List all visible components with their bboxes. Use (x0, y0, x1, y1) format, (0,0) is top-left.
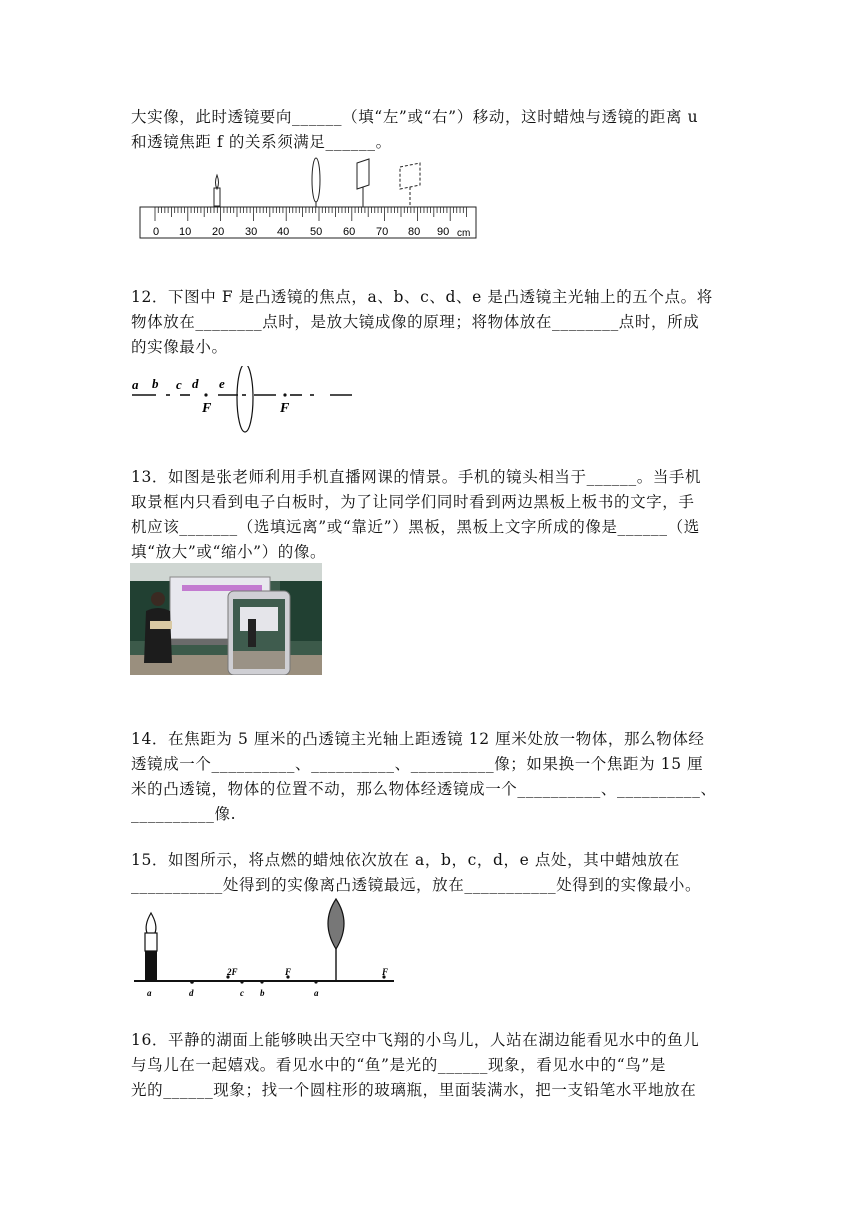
ruler-tick-label: 10 (179, 226, 192, 238)
ruler-tick-label: 30 (245, 226, 258, 238)
point-label: d (189, 988, 194, 998)
text-line: 取景框内只看到电子白板时，为了让同学们同时看到两边黑板上板书的文字，手 (131, 493, 695, 511)
text-line: __________像. (131, 805, 237, 823)
text-line: 机应该_______（选填远离”或“靠近”）黑板，黑板上文字所成的像是______（选 (131, 518, 700, 536)
text-line: ___________处得到的实像离凸透镜最远，放在___________处得到的实像最小。 (131, 876, 702, 894)
lens-icon (312, 158, 320, 212)
point-label-d: d (192, 376, 199, 391)
focus-label-right: F (280, 401, 290, 416)
text-line: 光的______现象；找一个圆柱形的玻璃瓶，里面装满水，把一支铅笔水平地放在 (131, 1081, 697, 1099)
ruler-tick-label: 80 (408, 226, 421, 238)
candle-icon (145, 913, 157, 981)
point-label-b: b (152, 376, 159, 391)
point-label: c (240, 988, 244, 998)
text-line: 物体放在________点时，是放大镜成像的原理；将物体放在________点时，所成 (131, 313, 700, 331)
text-line: 和透镜焦距 f 的关系须满足______。 (131, 133, 392, 151)
point-label: b (260, 988, 265, 998)
optical-bench-figure (135, 155, 480, 245)
ruler-unit-label: cm (457, 228, 471, 239)
focus-label-left: F (202, 401, 212, 416)
point-label-e: e (219, 376, 225, 391)
text-line: 14．在焦距为 5 厘米的凸透镜主光轴上距透镜 12 厘米处放一物体，那么物体经 (131, 730, 705, 748)
text-line: 的实像最小。 (131, 338, 228, 356)
ruler-tick-label: 20 (212, 226, 225, 238)
classroom-photo (130, 563, 322, 675)
axis-label-2f: 2F (227, 967, 238, 977)
convex-lens-icon (237, 366, 253, 432)
axis-label-f-left: F (285, 967, 292, 977)
ruler-tick-label: 90 (437, 226, 450, 238)
text-line: 与鸟儿在一起嬉戏。看见水中的“鱼”是光的______现象，看见水中的“鸟”是 (131, 1056, 666, 1074)
ruler-tick-label: 50 (310, 226, 323, 238)
text-line: 填“放大”或“缩小”）的像。 (131, 543, 327, 561)
axis-label-f-right: F (382, 967, 389, 977)
screen-dashed-icon (400, 163, 420, 212)
screen-icon (357, 159, 369, 212)
ruler-tick-label: 70 (376, 226, 389, 238)
lens-icon (328, 899, 344, 981)
point-label: a (147, 988, 152, 998)
point-label-c: c (176, 377, 182, 392)
lens-points-figure (130, 366, 360, 438)
text-line: 15．如图所示，将点燃的蜡烛依次放在 a，b，c，d，e 点处，其中蜡烛放在 (131, 851, 680, 869)
text-line: 16．平静的湖面上能够映出天空中飞翔的小鸟儿，人站在湖边能看见水中的鱼儿 (131, 1031, 700, 1049)
ruler-tick-label: 0 (153, 226, 160, 238)
text-line: 大实像，此时透镜要向______（填“左”或“右”）移动，这时蜡烛与透镜的距离 u (131, 108, 699, 126)
ruler-tick-label: 40 (277, 226, 290, 238)
point-label: a (314, 988, 319, 998)
text-line: 13．如图是张老师利用手机直播网课的情景。手机的镜头相当于______。当手机 (131, 468, 702, 486)
candle-icon (214, 175, 220, 212)
text-line: 12．下图中 F 是凸透镜的焦点，a、b、c、d、e 是凸透镜主光轴上的五个点。将 (131, 288, 713, 306)
text-line: 米的凸透镜，物体的位置不动，那么物体经透镜成一个__________、__________、 (131, 780, 717, 798)
text-line: 透镜成一个__________、__________、__________像；如果换一个焦距为 15 厘 (131, 755, 704, 773)
ruler-tick-label: 60 (343, 226, 356, 238)
point-label-a: a (132, 377, 139, 392)
candle-lens-figure (130, 893, 400, 1003)
